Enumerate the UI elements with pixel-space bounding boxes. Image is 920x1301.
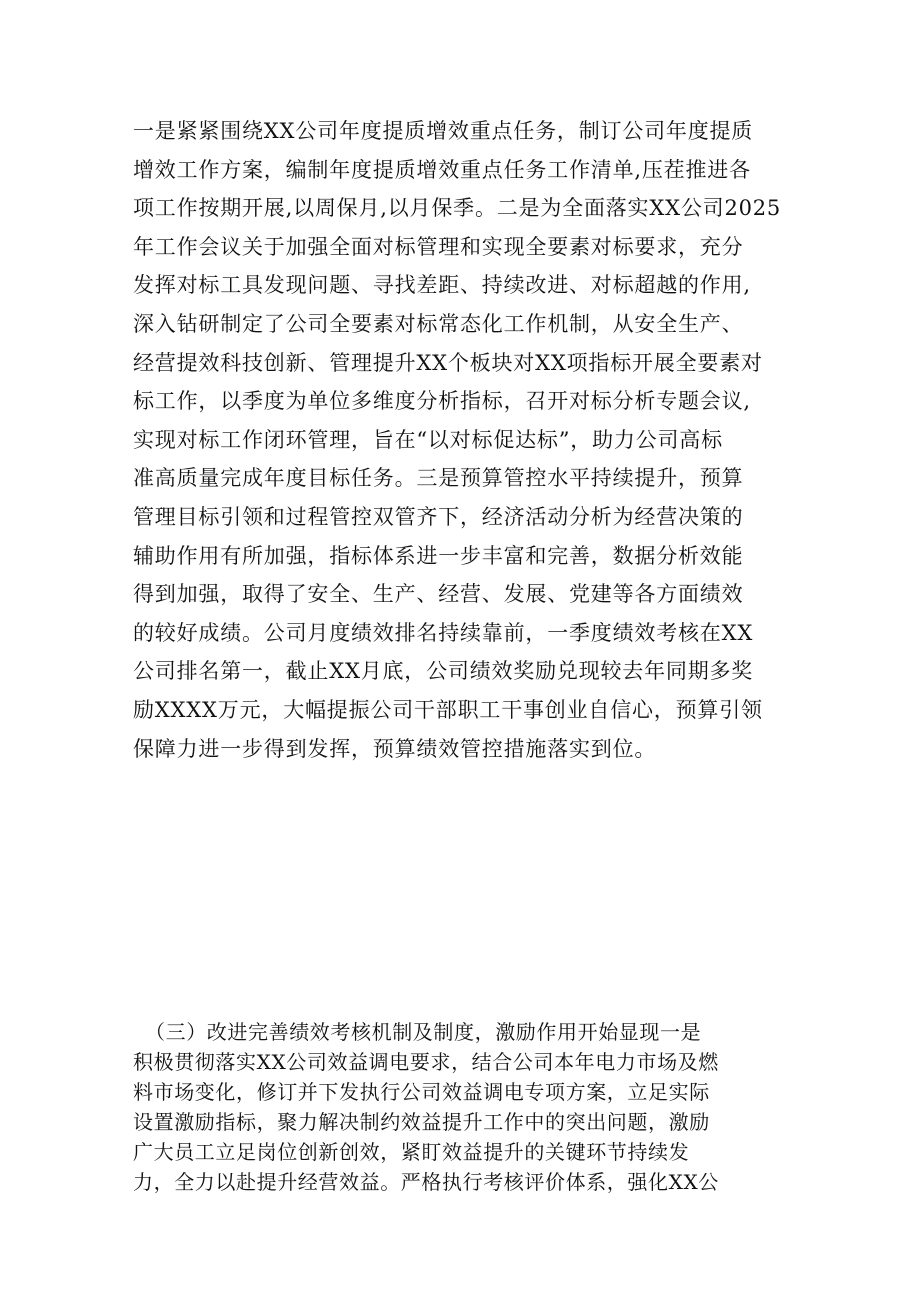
text-line: 深入钻研制定了公司全要素对标常态化工作机制，从安全生产、 (133, 311, 744, 336)
text-line: 公司排名第一，截止XX月底，公司绩效奖励兑现较去年同期多奖 (133, 659, 754, 684)
text-line: 广大员工立足岗位创新创效，紧盯效益提升的关键环节持续发 (133, 1140, 690, 1164)
text-line: 标工作，以季度为单位多维度分析指标，召开对标分析专题会议, (133, 389, 751, 414)
body-paragraph-1 (133, 112, 803, 768)
text-line: 保障力进一步得到发挥，预算绩效管控措施落实到位。 (133, 736, 657, 761)
text-line: 励XXXX万元，大幅提振公司干部职工干事创业自信心，预算引领 (133, 697, 763, 722)
text-line: 力，全力以赴提升经营效益。严格执行考核评价体系，强化XX公 (133, 1170, 719, 1194)
text-line: 积极贯彻落实XX公司效益调电要求，结合公司本年电力市场及燃 (133, 1050, 719, 1074)
text-line: 料市场变化，修订并下发执行公司效益调电专项方案，立足实际 (133, 1080, 710, 1104)
text-line: 增效工作方案，编制年度提质增效重点任务工作清单,压茬推进各 (133, 157, 751, 182)
text-line: 发挥对标工具发现问题、寻找差距、持续改进、对标超越的作用, (133, 273, 751, 298)
section-heading-line: （三）改进完善绩效考核机制及制度，激励作用开始显现一是 (145, 1020, 702, 1044)
text-line: 项工作按期开展,以周保月,以月保季。二是为全面落实XX公司2025 (133, 196, 782, 221)
text-line: 辅助作用有所加强，指标体系进一步丰富和完善，数据分析效能 (133, 543, 744, 568)
text-line: 准高质量完成年度目标任务。三是预算管控水平持续提升，预算 (133, 466, 744, 491)
text-line: 年工作会议关于加强全面对标管理和实现全要素对标要求，充分 (133, 234, 744, 259)
text-line: 得到加强，取得了安全、生产、经营、发展、党建等各方面绩效 (133, 582, 744, 607)
text-line: 设置激励指标，聚力解决制约效益提升工作中的突出问题，激励 (133, 1110, 710, 1134)
body-paragraph-2 (133, 1017, 793, 1197)
text-line: 一是紧紧围绕XX公司年度提质增效重点任务，制订公司年度提质 (133, 119, 754, 143)
text-line: 管理目标引领和过程管控双管齐下，经济活动分析为经营决策的 (133, 504, 744, 529)
text-line: 经营提效科技创新、管理提升XX个板块对XX项指标开展全要素对 (133, 350, 763, 375)
text-line: 的较好成绩。公司月度绩效排名持续靠前，一季度绩效考核在XX (133, 620, 754, 645)
text-line: 实现对标工作闭环管理，旨在“以对标促达标”，助力公司高标 (133, 427, 723, 452)
